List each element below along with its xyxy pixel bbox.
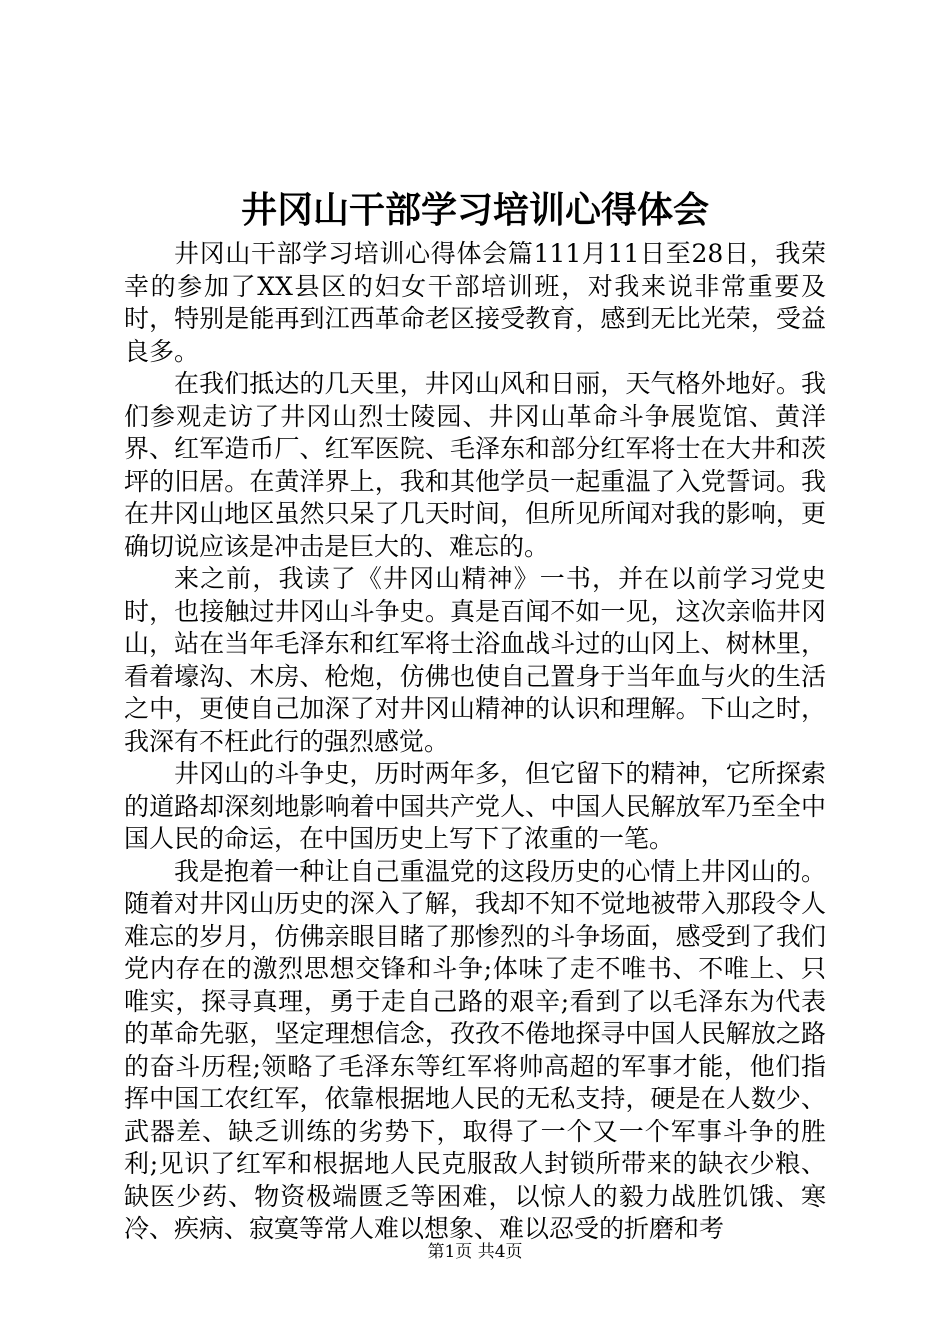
paragraph: 在我们抵达的几天里，井冈山风和日丽，天气格外地好。我们参观走访了井冈山烈士陵园、井冈山革命斗争展览馆、黄洋界、红军造币厂、红军医院、毛泽东和部分红军将士在大井和茨坪的旧居。在黄洋界上，我和其他学员一起重温了入党誓词。我在井冈山地区虽然只呆了几天时间，但所见所闻对我的影响，更确切说应该是冲击是巨大的、难忘的。: [124, 369, 826, 561]
page-number-footer: 第1页 共4页: [427, 1242, 523, 1262]
document-body: [124, 238, 826, 1246]
document-title: 井冈山干部学习培训心得体会: [240, 189, 709, 231]
paragraph: 来之前，我读了《井冈山精神》一书，并在以前学习党史时，也接触过井冈山斗争史。真是百闻不如一见，这次亲临井冈山，站在当年毛泽东和红军将士浴血战斗过的山冈上、树林里，看着壕沟、木房、枪炮，仿佛也使自己置身于当年血与火的生活之中，更使自己加深了对井冈山精神的认识和理解。下山之时，我深有不枉此行的强烈感觉。: [124, 564, 826, 756]
paragraph: 井冈山干部学习培训心得体会篇111月11日至28日，我荣幸的参加了XX县区的妇女干部培训班，对我来说非常重要及时，特别是能再到江西革命老区接受教育，感到无比光荣，受益良多。: [124, 239, 826, 366]
paragraph: 我是抱着一种让自己重温党的这段历史的心情上井冈山的。随着对井冈山历史的深入了解，我却不知不觉地被带入那段令人难忘的岁月，仿佛亲眼目睹了那惨烈的斗争场面，感受到了我们党内存在的激烈思想交锋和斗争;体味了走不唯书、不唯上、只唯实，探寻真理，勇于走自己路的艰辛;看到了以毛泽东为代表的革命先驱，坚定理想信念，孜孜不倦地探寻中国人民解放之路的奋斗历程;领略了毛泽东等红军将帅高超的军事才能，他们指挥中国工农红军，依靠根据地人民的无私支持，硬是在人数少、武器差、缺乏训练的劣势下，取得了一个又一个军事斗争的胜利;见识了红军和根据地人民克服敌人封锁所带来的缺衣少粮、缺医少药、物资极端匮乏等困难，以惊人的毅力战胜饥饿、寒冷、疾病、寂寞等常人难以想象、难以忍受的折磨和考: [124, 856, 826, 1243]
paragraph: 井冈山的斗争史，历时两年多，但它留下的精神，它所探索的道路却深刻地影响着中国共产党人、中国人民解放军乃至全中国人民的命运，在中国历史上写下了浓重的一笔。: [124, 759, 826, 853]
